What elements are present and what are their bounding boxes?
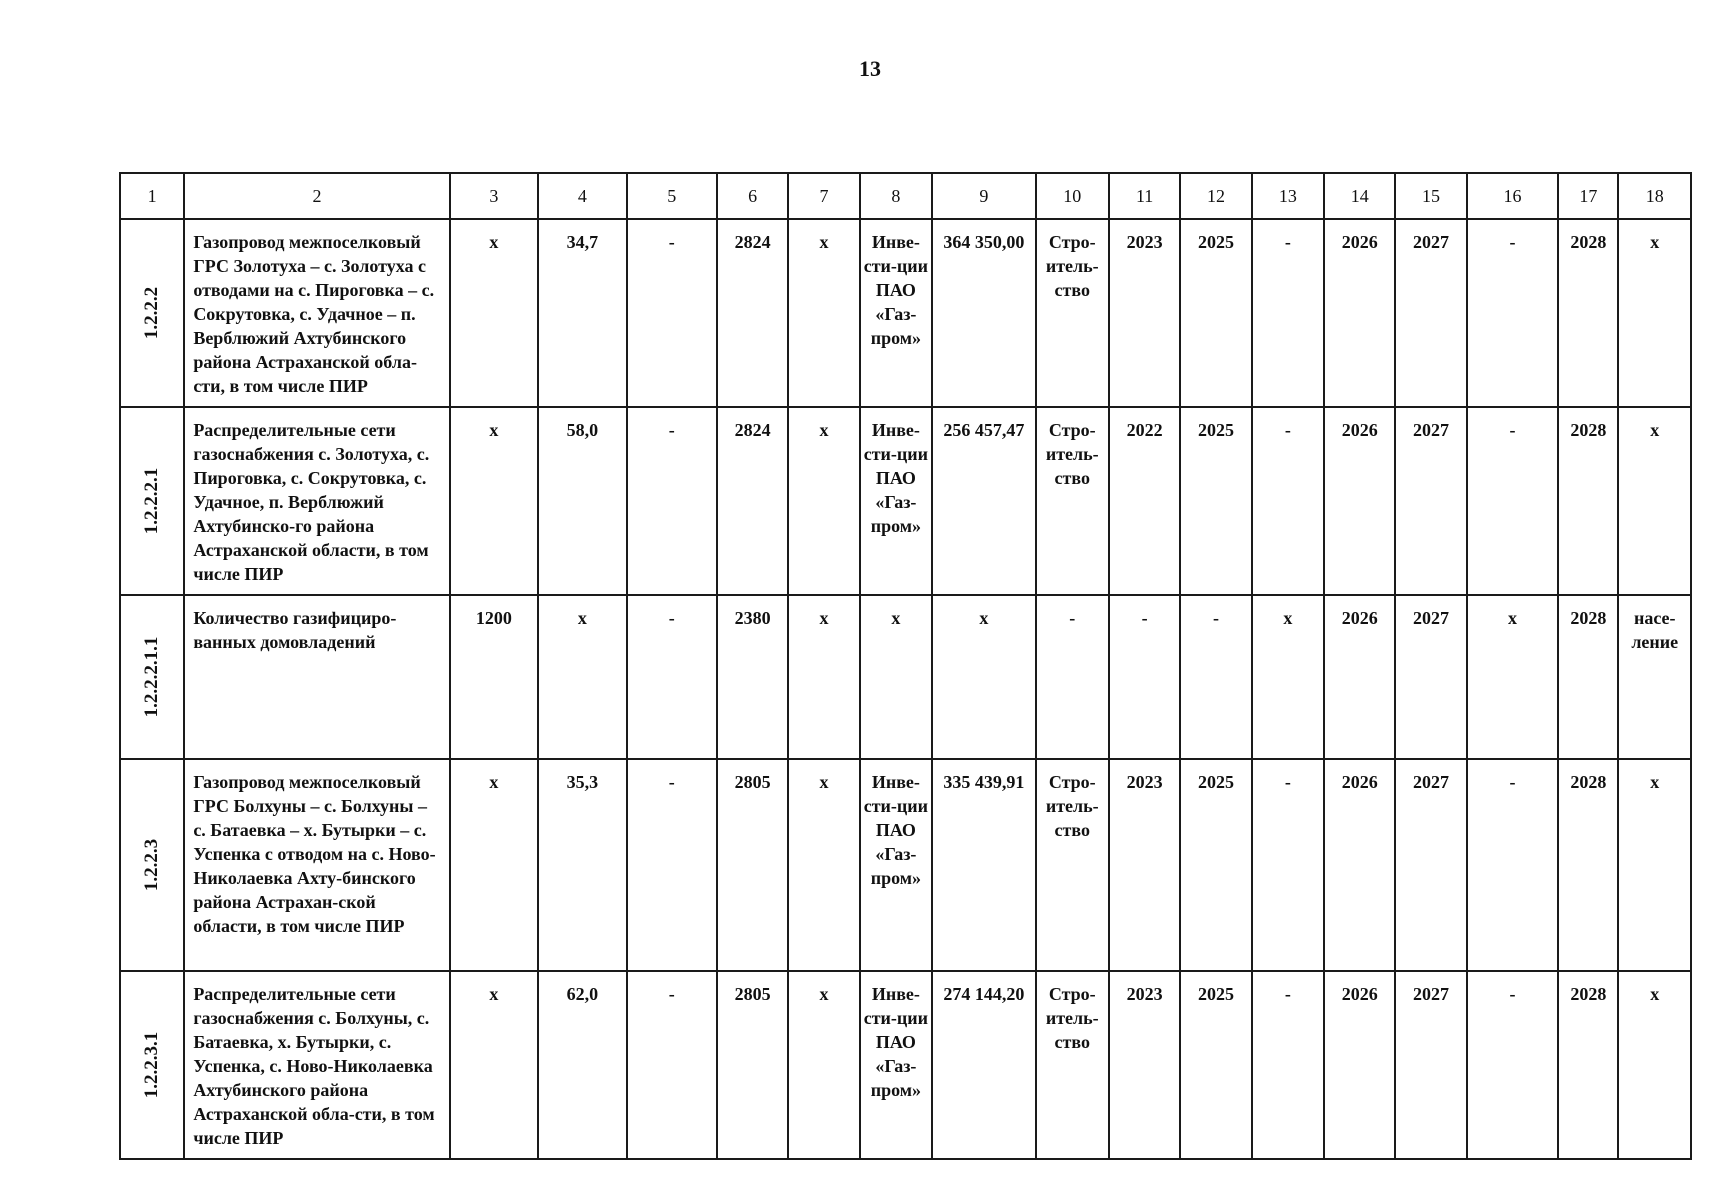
table-cell: насе-ление [1618,595,1691,759]
column-header: 9 [932,173,1036,219]
column-header: 8 [860,173,932,219]
table-cell: 2824 [717,407,788,595]
table-cell: 2805 [717,971,788,1159]
table-cell: 2380 [717,595,788,759]
cost-cell: 256 457,47 [932,407,1036,595]
table-cell: - [627,595,717,759]
table-cell: 34,7 [538,219,626,407]
column-header: 14 [1324,173,1395,219]
row-code: 1.2.2.3.1 [141,1031,163,1099]
year-cell: 2027 [1395,407,1466,595]
table-cell: х [538,595,626,759]
work-type-cell: Стро-итель-ство [1036,759,1109,971]
year-cell: - [1109,595,1180,759]
column-header: 16 [1467,173,1558,219]
table-cell: х [788,219,859,407]
column-header: 10 [1036,173,1109,219]
work-type-cell: Стро-итель-ство [1036,971,1109,1159]
year-cell: 2025 [1180,407,1251,595]
column-header: 7 [788,173,859,219]
row-code: 1.2.2.2.1 [141,467,163,535]
column-header: 5 [627,173,717,219]
column-header: 11 [1109,173,1180,219]
funding-source-cell: Инве-сти-ции ПАО «Газ-пром» [860,971,932,1159]
funding-source-cell: Инве-сти-ции ПАО «Газ-пром» [860,407,932,595]
investment-table [119,172,1692,1160]
object-name-cell [184,595,449,759]
cost-cell: 335 439,91 [932,759,1036,971]
table-cell: - [1252,971,1324,1159]
funding-source-cell: Инве-сти-ции ПАО «Газ-пром» [860,759,932,971]
object-name-cell [184,971,449,1159]
table-cell: 58,0 [538,407,626,595]
table-cell: х [788,595,859,759]
table-cell: х [450,759,538,971]
year-cell: - [1180,595,1251,759]
table-cell: - [1467,219,1558,407]
object-name-cell [184,759,449,971]
table-cell: х [1467,595,1558,759]
year-cell: 2027 [1395,595,1466,759]
work-type-cell: - [1036,595,1109,759]
table-row [120,971,1691,1159]
column-header: 13 [1252,173,1324,219]
year-cell: 2026 [1324,595,1395,759]
year-cell: 2027 [1395,971,1466,1159]
year-cell: 2028 [1558,595,1618,759]
table-cell: х [1252,595,1324,759]
table-cell: - [627,219,717,407]
table-cell: - [1467,759,1558,971]
year-cell: 2027 [1395,219,1466,407]
work-type-cell: Стро-итель-ство [1036,407,1109,595]
object-name: Распределительные сети газоснабжения с. Золотуха, с. Пироговка, с. Сокрутовка, с. Удачное, п. Верблюжий Ахтубинско-го района Астраханской области, в том числе ПИР [193,420,430,584]
column-header: 4 [538,173,626,219]
year-cell: 2025 [1180,759,1251,971]
table-cell: 2805 [717,759,788,971]
year-cell: 2025 [1180,219,1251,407]
year-cell: 2026 [1324,759,1395,971]
table-cell: - [627,759,717,971]
table-cell: - [1252,219,1324,407]
table-cell: 2824 [717,219,788,407]
table-row [120,219,1691,407]
funding-source-cell: х [860,595,932,759]
table-cell: х [1618,407,1691,595]
year-cell: 2028 [1558,971,1618,1159]
year-cell: 2026 [1324,971,1395,1159]
row-code-cell [120,595,184,759]
table-cell: - [627,407,717,595]
table-header-row [120,173,1691,219]
year-cell: 2028 [1558,219,1618,407]
table-cell: х [450,971,538,1159]
year-cell: 2026 [1324,219,1395,407]
year-cell: 2026 [1324,407,1395,595]
column-header: 6 [717,173,788,219]
row-code-cell [120,219,184,407]
table-cell: х [450,219,538,407]
object-name: Распределительные сети газоснабжения с. Болхуны, с. Батаевка, х. Бутырки, с. Успенка, с. Ново-Николаевка Ахтубинского района Астраханской обла-сти, в том числе ПИР [193,984,435,1148]
object-name: Газопровод межпоселковый ГРС Болхуны – с. Болхуны – с. Батаевка – х. Бутырки – с. Успенка с отводом на с. Ново-Николаевка Ахту-бинского района Астрахан-ской области, в том числе ПИР [193,772,436,936]
column-header: 18 [1618,173,1691,219]
table-cell: х [450,407,538,595]
table-cell: х [1618,971,1691,1159]
column-header: 3 [450,173,538,219]
table-cell: 62,0 [538,971,626,1159]
year-cell: 2023 [1109,759,1180,971]
table-row [120,595,1691,759]
work-type-cell: Стро-итель-ство [1036,219,1109,407]
object-name-cell [184,219,449,407]
year-cell: 2028 [1558,759,1618,971]
table-cell: х [788,407,859,595]
page-number: 13 [859,56,881,81]
year-cell: 2027 [1395,759,1466,971]
year-cell: 2023 [1109,219,1180,407]
object-name: Количество газифициро-ванных домовладений [193,608,397,652]
object-name: Газопровод межпоселковый ГРС Золотуха – с. Золотуха с отводами на с. Пироговка – с. Сокрутовка, с. Удачное – п. Верблюжий Ахтубинского района Астраханской обла-сти, в том числе ПИР [193,232,435,396]
column-header: 1 [120,173,184,219]
table-cell: - [1467,407,1558,595]
year-cell: 2025 [1180,971,1251,1159]
table-cell: 1200 [450,595,538,759]
cost-cell: 274 144,20 [932,971,1036,1159]
table-cell: - [1252,759,1324,971]
table-cell: - [1467,971,1558,1159]
object-name-cell [184,407,449,595]
funding-source-cell: Инве-сти-ции ПАО «Газ-пром» [860,219,932,407]
cost-cell: х [932,595,1036,759]
column-header: 15 [1395,173,1466,219]
row-code: 1.2.2.3 [141,838,163,892]
year-cell: 2022 [1109,407,1180,595]
table-cell: х [1618,219,1691,407]
row-code: 1.2.2.2.1.1 [141,636,163,718]
row-code-cell [120,759,184,971]
table-cell: - [627,971,717,1159]
row-code-cell [120,971,184,1159]
table-cell: - [1252,407,1324,595]
column-header: 17 [1558,173,1618,219]
year-cell: 2023 [1109,971,1180,1159]
column-header: 12 [1180,173,1251,219]
row-code-cell [120,407,184,595]
row-code: 1.2.2.2 [141,286,163,340]
table-cell: х [788,971,859,1159]
table-cell: х [1618,759,1691,971]
cost-cell: 364 350,00 [932,219,1036,407]
table-row [120,407,1691,595]
column-header: 2 [184,173,449,219]
table-row [120,759,1691,971]
table-cell: х [788,759,859,971]
table-cell: 35,3 [538,759,626,971]
year-cell: 2028 [1558,407,1618,595]
